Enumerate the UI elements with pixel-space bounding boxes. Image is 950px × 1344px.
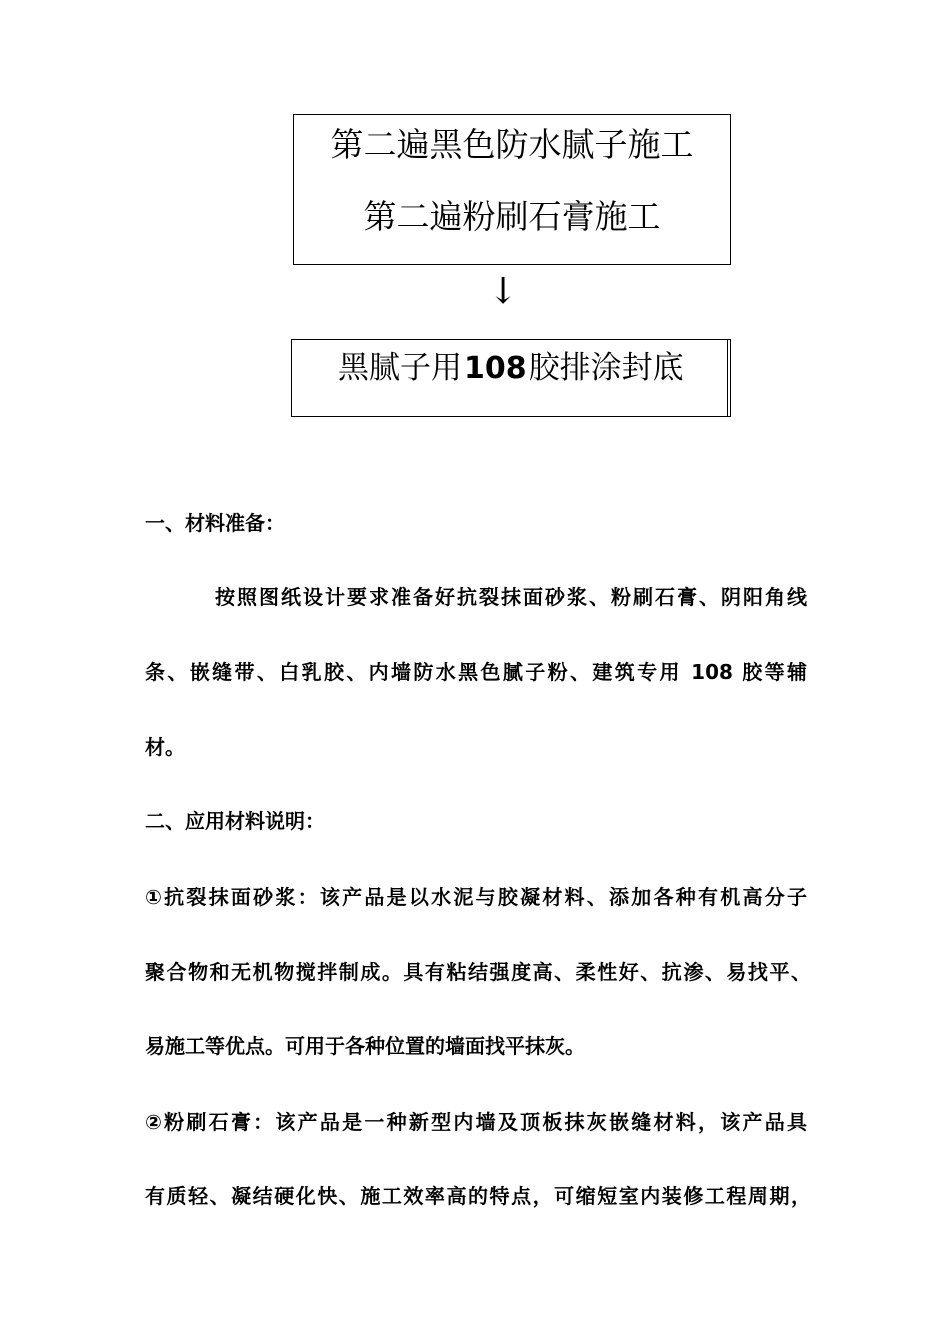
- section-heading-materials: 一、材料准备：: [145, 511, 285, 535]
- paragraph-line: ①抗裂抹面砂浆：该产品是以水泥与胶凝材料、添加各种有机高分子: [145, 885, 807, 909]
- flow-step-text-3: [338, 342, 684, 387]
- paragraph-line: 材。: [145, 735, 185, 759]
- flow-step-text-3-pre: 黑腻子用: [338, 350, 462, 386]
- paragraph-line: 条、嵌缝带、白乳胶、内墙防水黑色腻子粉、建筑专用 108 胶等辅: [145, 660, 807, 684]
- flow-step-text-3-post: 胶排涂封底: [528, 350, 684, 386]
- paragraph-line: 有质轻、凝结硬化快、施工效率高的特点，可缩短室内装修工程周期，: [145, 1184, 811, 1208]
- paragraph-line: 易施工等优点。可用于各种位置的墙面找平抹灰。: [145, 1034, 585, 1058]
- flow-step-text-3-number: 108: [464, 351, 527, 386]
- flow-step-text-2: 第二遍粉刷石膏施工: [363, 197, 661, 236]
- paragraph-line: 按照图纸设计要求准备好抗裂抹面砂浆、粉刷石膏、阴阳角线: [215, 585, 807, 609]
- paragraph-line: 聚合物和无机物搅拌制成。具有粘结强度高、柔性好、抗渗、易找平、: [145, 960, 811, 984]
- flow-step-box-1: [293, 114, 731, 265]
- down-arrow-icon: ↓: [488, 271, 519, 312]
- paragraph-line: ②粉刷石膏：该产品是一种新型内墙及顶板抹灰嵌缝材料，该产品具: [145, 1110, 807, 1134]
- flow-step-text-1: 第二遍黑色防水腻子施工: [330, 125, 694, 164]
- flow-step-box-2: [291, 339, 731, 417]
- section-heading-material-notes: 二、应用材料说明：: [145, 809, 325, 833]
